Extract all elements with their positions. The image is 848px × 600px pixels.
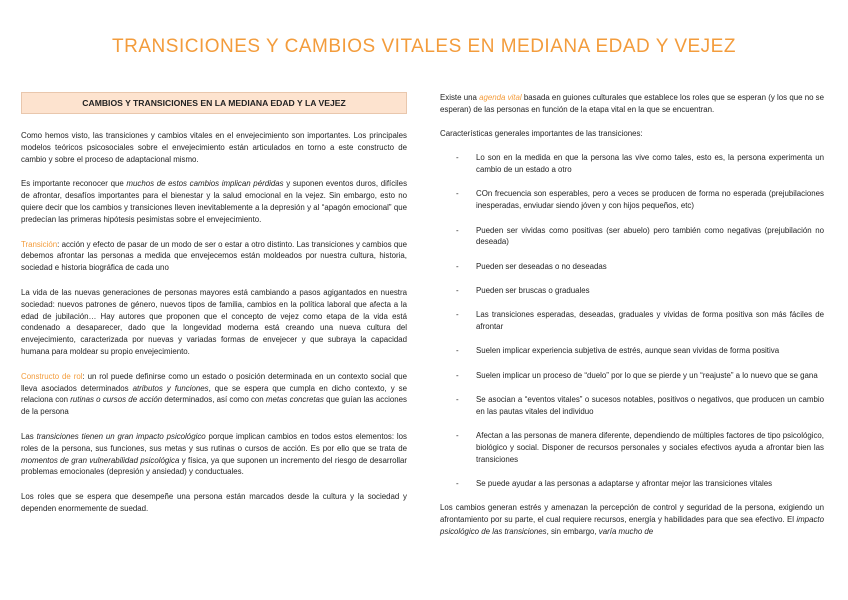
list-item: - Suelen implicar experiencia subjetiva de estrés, aunque sean vividas de forma positiva — [456, 346, 780, 356]
list-item: - COn frecuencia son esperables, pero a veces se producen de forma no esperada (prejubilaciones inesperadas, enviudar siendo jóven y con hijos pequeños, etc) — [456, 189, 824, 211]
list-item: - Se puede ayudar a las personas a adaptarse y afrontar mejor las transiciones vitales — [456, 478, 773, 488]
list-item: - Afectan a las personas de manera diferente, dependiendo de múltiples factores de tipo psicológico, biológico y social. Disponer de recursos personales y sociales efectivos ayuda a afrontar bien las transiciones — [456, 431, 824, 464]
page-title: TRANSICIONES Y CAMBIOS VITALES EN MEDIANA EDAD Y VEJEZ — [112, 36, 736, 57]
paragraph-roles-culture: Los roles que se espera que desempeñe una persona están marcados desde la cultura y la sociedad y dependen enormemente de suedad. — [21, 492, 407, 513]
section-header: CAMBIOS Y TRANSICIONES EN LA MEDIANA EDAD Y LA VEJEZ — [21, 92, 407, 114]
paragraph-losses: Es importante reconocer que muchos de estos cambios implican pérdidas y suponen eventos duros, difíciles de afrontar, desafíos importantes para el bienestar y la salud emocional en la vejez. Sin embargo, esto no quiere decir que los cambios y transiciones lleven inevitablemente a la depresión y al “apagón emocional” que predecían las primeras hipótesis pesimistas sobre el envejecimiento. — [21, 179, 408, 224]
list-item: - Suelen implicar un proceso de “duelo” por lo que se pierde y un “reajuste” a lo nuevo que se gana — [456, 370, 818, 380]
right-column — [440, 92, 824, 551]
paragraph-characteristics-heading: Características generales importantes de las transiciones: — [440, 128, 643, 138]
paragraph-role-construct: Constructo de rol: un rol puede definirse como un estado o posición determinada en un contexto social que lleva asociados determinados atributos y funciones, que se espera que cumpla en dicho contexto, y se relaciona con rutinas o cursos de acción determinados, así como con metas concretas que guían las acciones de la persona — [21, 371, 407, 417]
list-item: - Se asocian a “eventos vitales” o sucesos notables, positivos o negativos, que producen un cambio en las pautas vitales del individuo — [456, 394, 824, 416]
paragraph-intro: Como hemos visto, las transiciones y cambios vitales en el envejecimiento son importantes. Los principales modelos teóricos psicosociales sobre el envejecimiento están articulados en torno a este constructo de cambio y sobre el proceso de adaptacional mismo. — [21, 131, 407, 164]
paragraph-stress: Los cambios generan estrés y amenazan la percepción de control y seguridad de la persona, exigiendo un afrontamiento por su parte, el cual requiere recursos, energía y habilidades para que sea efectivo. El impacto psicológico de las transiciones, sin embargo, varía mucho de — [440, 503, 824, 536]
paragraph-transition-definition: Transición: acción y efecto de pasar de un modo de ser o estar a otro distinto. Las transiciones y cambios que debemos afrontar las personas a medida que envejecemos están moldeados por nuestra cultura, historia, sociedad e historia biográfica de cada uno — [21, 239, 407, 273]
list-item: - Pueden ser vividas como positivas (ser abuelo) pero también como negativas (prejubilación no deseada) — [456, 225, 824, 247]
list-item: - Pueden ser deseadas o no deseadas — [456, 261, 607, 271]
term-transicion: Transición — [21, 239, 58, 249]
paragraph-agenda-vital: Existe una agenda vital basada en guiones culturales que establece los roles que se esperan (y los que no se esperan) de las personas en función de la etapa vital en la que se encuentran. — [440, 93, 825, 114]
list-item: - Lo son en la medida en que la persona las vive como tales, esto es, la persona experimenta un cambio de un estado a otro — [456, 153, 824, 175]
term-agenda-vital: agenda vital — [479, 93, 522, 102]
paragraph-psychological-impact: Las transiciones tienen un gran impacto psicológico porque implican cambios en todos estos elementos: los roles de la persona, sus funciones, sus metas y sus rutinas o cursos de acción. Es por ello que se trata de momentos de gran vulnerabilidad psicológica y física, ya que suponen un incremento del riesgo de desarrollar problemas emocionales (depresión y ansiedad) y conductuales. — [21, 431, 408, 477]
term-constructo-de-rol: Constructo de rol — [21, 371, 83, 381]
list-item: - Pueden ser bruscas o graduales — [456, 285, 590, 295]
left-column — [21, 92, 407, 528]
paragraph-new-generations: La vida de las nuevas generaciones de personas mayores está cambiando a pasos agigantados en nuestra sociedad: nuevos patrones de género, nuevos tipos de familia, cambios en la política laboral que afecta a la edad de jubilación… Hay autores que proponen que el concepto de vejez como etapa de la vida está condenado a desaparecer, dado que la longevidad moderna está creando una nueva cultura del envejecimiento, caracterizada por nuevas y variadas formas de envejecer y que subraya la capacidad humana para moldear su propio envejecimiento. — [21, 287, 407, 356]
characteristics-list — [440, 152, 824, 489]
list-item: - Las transiciones esperadas, deseadas, graduales y vividas de forma positiva son más fáciles de afrontar — [456, 310, 824, 332]
